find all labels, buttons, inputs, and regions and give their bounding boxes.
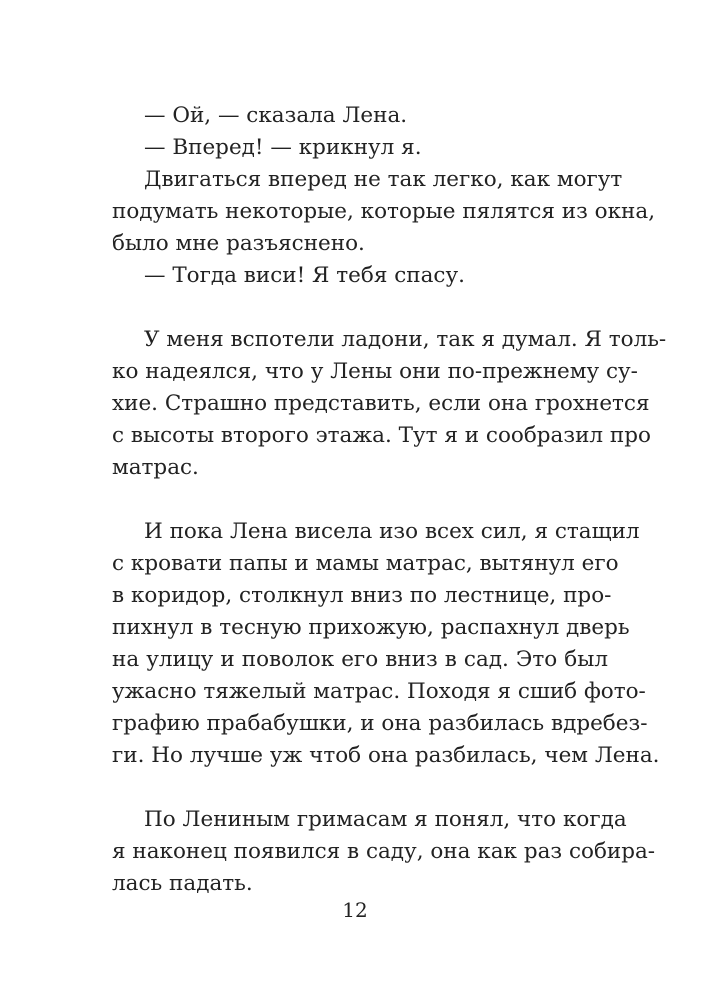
paragraph-gap	[112, 484, 608, 516]
text-line: лась падать.	[112, 871, 253, 896]
text-line: на улицу и поволок его вниз в сад. Это был	[112, 647, 608, 672]
paragraph	[112, 804, 656, 900]
text-line: матрас.	[112, 455, 199, 480]
text-line: ко надеялся, что у Лены они по-прежнему су-	[112, 359, 638, 384]
text-line: ужасно тяжелый матрас. Походя я сшиб фото-	[112, 679, 646, 704]
text-line: У меня вспотели ладони, так я думал. Я толь-	[144, 327, 667, 352]
text-line: с кровати папы и мамы матрас, вытянул его	[112, 551, 619, 576]
text-line: ги. Но лучше уж чтоб она разбилась, чем Лена.	[112, 743, 660, 768]
text-line: — Тогда виси! Я тебя спасу.	[144, 263, 465, 288]
paragraph	[112, 132, 608, 164]
text-line: — Ой, — сказала Лена.	[144, 103, 408, 128]
text-line: По Лениным гримасам я понял, что когда	[144, 807, 627, 832]
text-line: было мне разъяснено.	[112, 231, 365, 256]
text-line: И пока Лена висела изо всех сил, я стащил	[144, 519, 640, 544]
text-line: с высоты второго этажа. Тут я и сообразил про	[112, 423, 651, 448]
paragraph-gap	[112, 772, 608, 804]
body-text	[112, 100, 667, 900]
paragraph	[112, 260, 608, 292]
text-line: графию прабабушки, и она разбилась вдребез-	[112, 711, 648, 736]
text-line: я наконец появился в саду, она как раз собира-	[112, 839, 656, 864]
paragraph	[112, 100, 608, 132]
paragraph	[112, 516, 660, 772]
page-number: 12	[342, 898, 368, 922]
paragraph	[112, 324, 667, 484]
text-line: Двигаться вперед не так легко, как могут	[144, 167, 623, 192]
text-line: в коридор, столкнул вниз по лестнице, про-	[112, 583, 612, 608]
paragraph-gap	[112, 292, 608, 324]
text-line: — Вперед! — крикнул я.	[144, 135, 422, 160]
text-line: пихнул в тесную прихожую, распахнул дверь	[112, 615, 630, 640]
paragraph	[112, 164, 656, 260]
text-line: подумать некоторые, которые пялятся из окна,	[112, 199, 656, 224]
text-line: хие. Страшно представить, если она грохнется	[112, 391, 650, 416]
